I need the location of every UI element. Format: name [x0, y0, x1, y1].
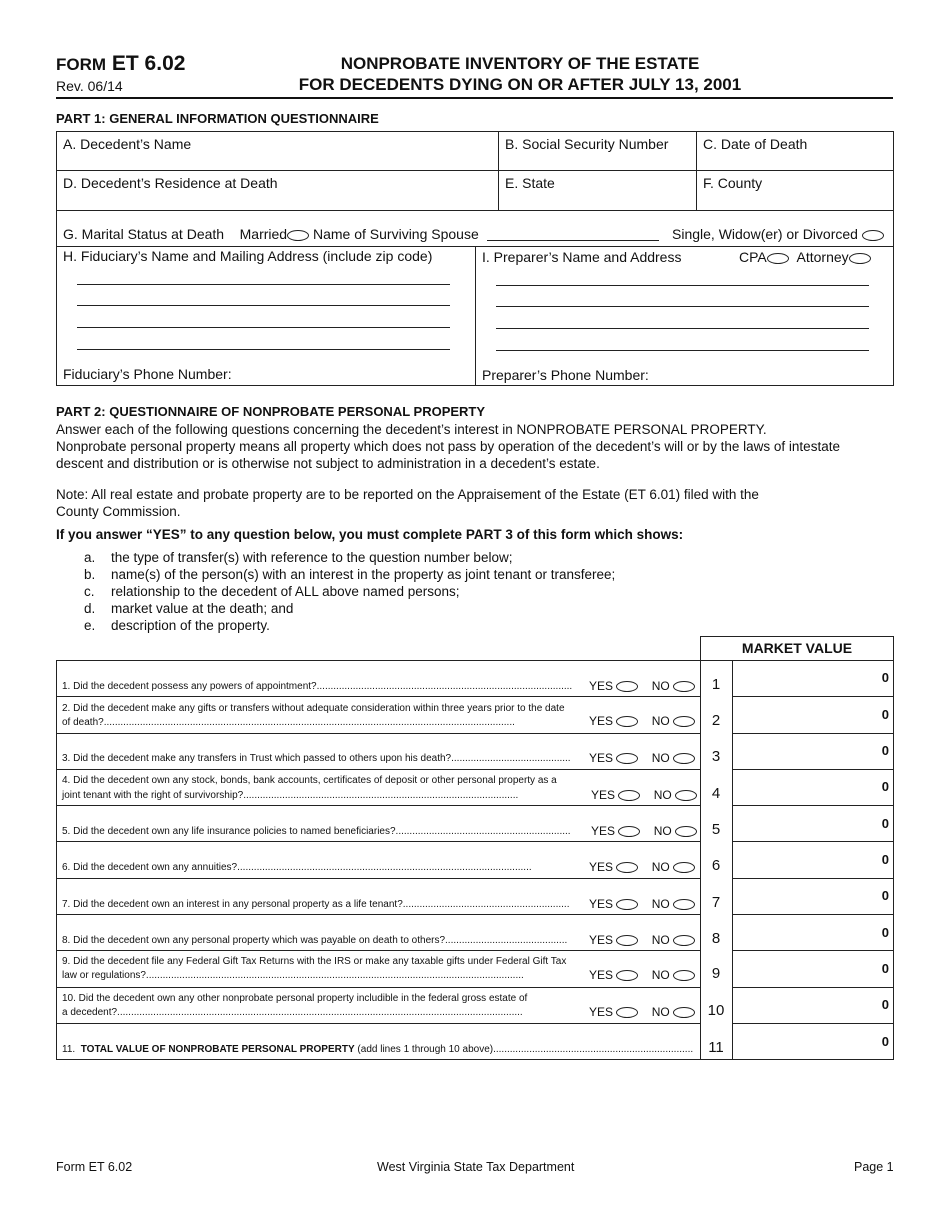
state-field[interactable]: E. State	[505, 175, 555, 191]
no-label: NO	[651, 714, 670, 728]
yes-label: YES	[589, 1005, 614, 1019]
fiduciary-address-line[interactable]	[77, 327, 450, 328]
married-radio[interactable]	[287, 230, 309, 241]
yes-label: YES	[589, 933, 614, 947]
yes-no-options	[589, 1005, 695, 1019]
married-label: Married	[239, 226, 288, 242]
row-divider	[57, 914, 700, 915]
row-divider	[57, 805, 700, 806]
row-divider	[57, 987, 700, 988]
list-letter: c.	[84, 584, 95, 599]
row-divider	[732, 841, 893, 842]
date-of-death-field[interactable]: C. Date of Death	[703, 136, 808, 152]
fiduciary-address-line[interactable]	[77, 284, 450, 285]
row-divider	[732, 878, 893, 879]
note-line: Note: All real estate and probate property are to be reported on the Appraisement of the Estate (ET 6.01) filed with the	[56, 487, 759, 502]
row-divider	[57, 170, 893, 171]
no-label: NO	[653, 824, 672, 838]
part2-intro	[56, 421, 906, 472]
question-text: 8. Did the decedent own any personal property which was payable on death to others?............................................	[62, 935, 568, 946]
preparer-label: I. Preparer’s Name and Address	[482, 249, 682, 265]
no-radio[interactable]	[673, 862, 695, 873]
single-radio[interactable]	[862, 230, 884, 241]
revision-date: Rev. 06/14	[56, 78, 123, 94]
yes-no-options	[589, 860, 695, 874]
col-divider	[732, 661, 733, 1059]
no-label: NO	[651, 933, 670, 947]
yes-no-options	[589, 933, 695, 947]
question-text: of death?....................................................................................................................................................	[62, 717, 515, 728]
yes-radio[interactable]	[616, 899, 638, 910]
line-number: 1	[711, 676, 721, 693]
yes-label: YES	[591, 788, 616, 802]
row-divider	[732, 733, 893, 734]
list-item	[84, 583, 615, 600]
no-label: NO	[651, 751, 670, 765]
fiduciary-label: H. Fiduciary’s Name and Mailing Address (include zip code)	[63, 248, 433, 264]
list-text: description of the property.	[111, 618, 270, 633]
part3-requirements-list	[84, 549, 615, 634]
question-text: 2. Did the decedent make any gifts or transfers without adequate consideration within three years prior to the date	[62, 703, 565, 714]
market-value-cell[interactable]: 0	[881, 961, 889, 976]
row-divider	[57, 769, 700, 770]
line-number: 10	[707, 1002, 725, 1019]
line-number: 4	[711, 785, 721, 802]
yes-label: YES	[589, 897, 614, 911]
list-item	[84, 600, 615, 617]
no-label: NO	[653, 788, 672, 802]
header-rule	[56, 97, 893, 99]
ssn-field[interactable]: B. Social Security Number	[505, 136, 669, 152]
fiduciary-address-line[interactable]	[77, 305, 450, 306]
list-text: relationship to the decedent of ALL above named persons;	[111, 584, 460, 599]
no-label: NO	[651, 1005, 670, 1019]
attorney-label: Attorney	[796, 249, 849, 265]
single-label: Single, Widow(er) or Divorced	[672, 226, 858, 242]
list-item	[84, 549, 615, 566]
no-label: NO	[651, 679, 670, 693]
line-number: 3	[711, 748, 721, 765]
yes-radio[interactable]	[616, 753, 638, 764]
line-number: 7	[711, 894, 721, 911]
no-radio[interactable]	[673, 970, 695, 981]
preparer-address-line[interactable]	[496, 328, 869, 329]
yes-radio[interactable]	[616, 1007, 638, 1018]
preparer-address-line[interactable]	[496, 350, 869, 351]
yes-radio[interactable]	[616, 862, 638, 873]
question-text: law or regulations?........................................................................................................................................	[62, 970, 524, 981]
preparer-address-line[interactable]	[496, 306, 869, 307]
market-value-cell[interactable]: 0	[881, 707, 889, 722]
market-value-cell[interactable]: 0	[881, 852, 889, 867]
cpa-radio[interactable]	[767, 253, 789, 264]
line-number: 9	[711, 965, 721, 982]
decedent-name-field[interactable]: A. Decedent’s Name	[63, 136, 192, 152]
part2-heading: PART 2: QUESTIONNAIRE OF NONPROBATE PERSONAL PROPERTY	[56, 404, 486, 419]
no-radio[interactable]	[673, 681, 695, 692]
form-number-value: ET 6.02	[111, 52, 186, 75]
question-text: 10. Did the decedent own any other nonprobate personal property includible in the federal gross estate of	[62, 993, 528, 1004]
yes-label: YES	[591, 824, 616, 838]
list-letter: e.	[84, 618, 96, 633]
intro-line: Answer each of the following questions concerning the decedent’s interest in NONPROBATE PERSONAL PROPERTY.	[56, 422, 767, 437]
list-letter: a.	[84, 550, 96, 565]
surviving-spouse-label: Name of Surviving Spouse	[313, 226, 479, 242]
question-text: 6. Did the decedent own any annuities?..........................................................................................................	[62, 862, 532, 873]
yes-radio[interactable]	[616, 716, 638, 727]
footer-department: West Virginia State Tax Department	[377, 1160, 575, 1174]
surviving-spouse-input[interactable]	[487, 240, 659, 241]
market-value-cell[interactable]: 0	[881, 997, 889, 1012]
market-value-cell[interactable]: 0	[881, 816, 889, 831]
yes-label: YES	[589, 751, 614, 765]
row-divider	[57, 878, 700, 879]
form-number	[56, 52, 185, 76]
total-market-value-cell[interactable]: 0	[881, 1034, 889, 1049]
question-text: joint tenant with the right of survivorship?...................................................................................................	[62, 790, 519, 801]
fiduciary-phone-field[interactable]: Fiduciary’s Phone Number:	[63, 366, 232, 382]
market-value-cell[interactable]: 0	[881, 670, 889, 685]
preparer-address-line[interactable]	[496, 285, 869, 286]
footer-form-number: Form ET 6.02	[56, 1160, 133, 1174]
row-divider	[732, 769, 893, 770]
no-label: NO	[651, 897, 670, 911]
note-line: County Commission.	[56, 504, 181, 519]
county-field[interactable]: F. County	[703, 175, 763, 191]
no-radio[interactable]	[673, 935, 695, 946]
no-radio[interactable]	[673, 753, 695, 764]
residence-field[interactable]: D. Decedent’s Residence at Death	[63, 175, 278, 191]
marital-status-row	[63, 226, 479, 242]
line-number: 11	[708, 1039, 724, 1056]
line-number: 8	[711, 930, 721, 947]
intro-line: descent and distribution or is otherwise not subject to administration in a decedent’s estate.	[56, 456, 600, 471]
row-divider	[732, 696, 893, 697]
yes-no-options	[589, 714, 695, 728]
total-text	[62, 1043, 693, 1056]
form-prefix: FORM	[56, 55, 107, 74]
fiduciary-address-line[interactable]	[77, 349, 450, 350]
total-label-rest: (add lines 1 through 10 above)........................................................................	[354, 1044, 694, 1055]
question-text: 3. Did the decedent make any transfers in Trust which passed to others upon his death?...........................................	[62, 753, 571, 764]
yes-label: YES	[589, 968, 614, 982]
line-number: 2	[711, 712, 721, 729]
attorney-radio[interactable]	[849, 253, 871, 264]
row-divider	[732, 1023, 893, 1024]
part2-note	[56, 486, 906, 520]
row-divider	[732, 950, 893, 951]
yes-no-options	[589, 751, 695, 765]
list-text: market value at the death; and	[111, 601, 294, 616]
yes-label: YES	[589, 679, 614, 693]
title-line-1: NONPROBATE INVENTORY OF THE ESTATE	[340, 54, 700, 73]
single-row	[672, 226, 884, 242]
yes-no-options	[591, 788, 697, 802]
row-divider	[732, 987, 893, 988]
yes-radio[interactable]	[618, 826, 640, 837]
row-divider	[732, 914, 893, 915]
title-line-2: FOR DECEDENTS DYING ON OR AFTER JULY 13, 2001	[298, 75, 742, 94]
marital-status-label: G. Marital Status at Death	[63, 226, 225, 242]
part1-table	[56, 131, 894, 386]
row-divider	[57, 733, 700, 734]
yes-no-options	[589, 679, 695, 693]
line-number: 5	[711, 821, 721, 838]
yes-label: YES	[589, 860, 614, 874]
question-text: 5. Did the decedent own any life insurance policies to named beneficiaries?...............................................................	[62, 826, 571, 837]
col-divider	[498, 132, 499, 210]
question-text: 4. Did the decedent own any stock, bonds, bank accounts, certificates of deposit or other personal property as a	[62, 775, 557, 786]
yes-radio[interactable]	[618, 790, 640, 801]
no-radio[interactable]	[673, 1007, 695, 1018]
no-label: NO	[651, 860, 670, 874]
row-divider	[57, 841, 700, 842]
row-divider	[57, 950, 700, 951]
market-value-cell[interactable]: 0	[881, 743, 889, 758]
intro-line: Nonprobate personal property means all property which does not pass by operation of the decedent’s will or by the laws of intestate	[56, 439, 840, 454]
market-value-header: MARKET VALUE	[700, 636, 894, 661]
question-text: 1. Did the decedent possess any powers of appointment?............................................................................................	[62, 681, 573, 692]
preparer-phone-field[interactable]: Preparer’s Phone Number:	[482, 367, 649, 383]
no-radio[interactable]	[675, 826, 697, 837]
list-item	[84, 617, 615, 634]
market-value-cell[interactable]: 0	[881, 888, 889, 903]
total-prefix: 11.	[62, 1044, 76, 1055]
no-label: NO	[651, 968, 670, 982]
row-divider	[57, 210, 893, 211]
market-value-cell[interactable]: 0	[881, 925, 889, 940]
market-value-cell[interactable]: 0	[881, 779, 889, 794]
row-divider	[57, 1023, 700, 1024]
no-radio[interactable]	[673, 716, 695, 727]
list-text: name(s) of the person(s) with an interest in the property as joint tenant or transferee;	[111, 567, 616, 582]
list-item	[84, 566, 615, 583]
yes-no-options	[589, 968, 695, 982]
no-radio[interactable]	[673, 899, 695, 910]
yes-radio[interactable]	[616, 935, 638, 946]
list-letter: b.	[84, 567, 96, 582]
question-text: a decedent?..................................................................................................................................................	[62, 1007, 523, 1018]
col-divider	[696, 132, 697, 210]
question-text: 9. Did the decedent file any Federal Gift Tax Returns with the IRS or make any taxable gifts under Federal Gift Tax	[62, 956, 567, 967]
footer-page-number: Page 1	[854, 1160, 894, 1174]
list-text: the type of transfer(s) with reference to the question number below;	[111, 550, 513, 565]
total-label: TOTAL VALUE OF NONPROBATE PERSONAL PROPERTY	[80, 1044, 355, 1055]
part1-heading: PART 1: GENERAL INFORMATION QUESTIONNAIRE	[56, 111, 379, 126]
line-number: 6	[711, 857, 721, 874]
col-divider	[475, 246, 476, 385]
cpa-label: CPA	[739, 249, 767, 265]
list-letter: d.	[84, 601, 96, 616]
part2-instruction: If you answer “YES” to any question below, you must complete PART 3 of this form which shows:	[56, 527, 684, 542]
yes-radio[interactable]	[616, 970, 638, 981]
yes-no-options	[589, 897, 695, 911]
preparer-type-row	[739, 249, 871, 265]
question-text: 7. Did the decedent own an interest in any personal property as a life tenant?............................................................	[62, 899, 570, 910]
no-radio[interactable]	[675, 790, 697, 801]
yes-radio[interactable]	[616, 681, 638, 692]
questions-table	[56, 660, 894, 1060]
row-divider	[732, 805, 893, 806]
row-divider	[57, 696, 700, 697]
yes-label: YES	[589, 714, 614, 728]
yes-no-options	[591, 824, 697, 838]
